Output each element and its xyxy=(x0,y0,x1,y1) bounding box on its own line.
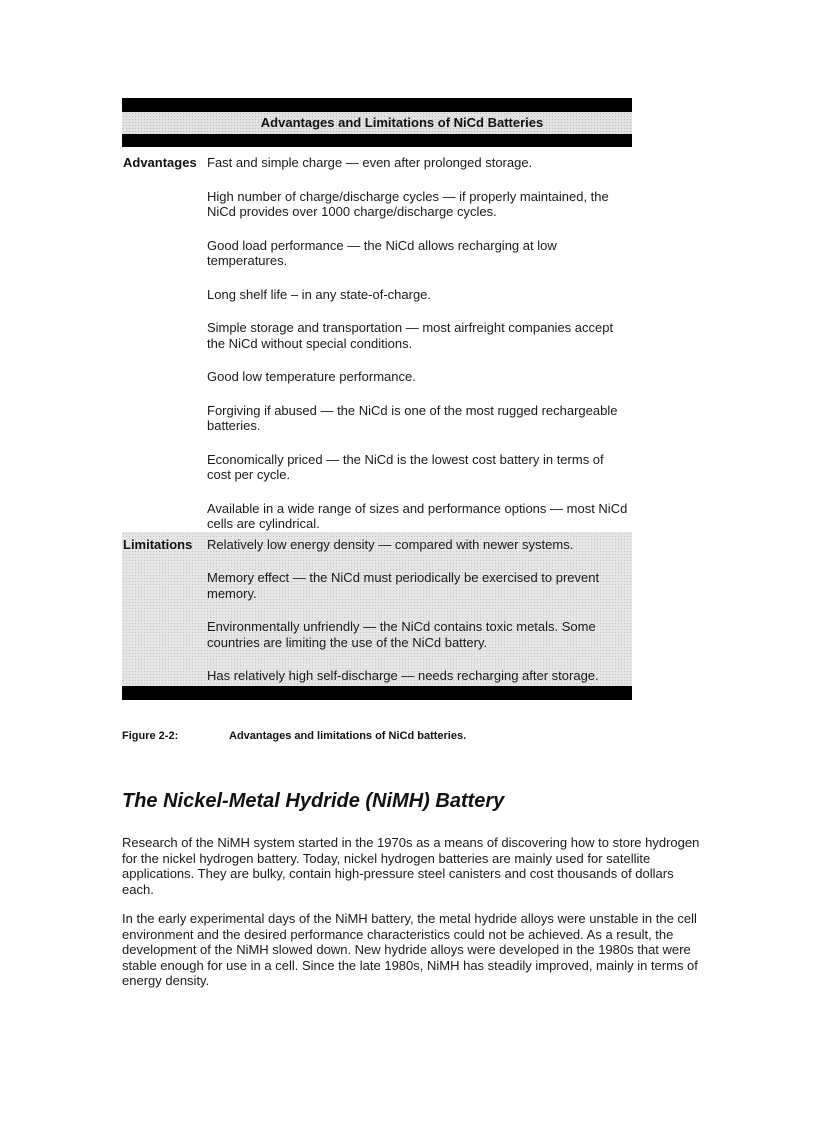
paragraph: In the early experimental days of the NiMH battery, the metal hydride alloys were unstable in the cell environment and the desired performance characteristics could not be achieved. As a result, the development of the NiMH slowed down. New hydride alloys were developed in the 1980s that were stable enough for use in a cell. Since the late 1980s, NiMH has steadily improved, mainly in terms of energy density. xyxy=(122,911,698,989)
limitation-item: Relatively low energy density — compared with newer systems. xyxy=(207,536,574,552)
figure-number: Figure 2-2: xyxy=(122,730,179,742)
table-row xyxy=(122,287,632,303)
limitation-item: Memory effect — the NiCd must periodically be exercised to prevent memory. xyxy=(207,570,600,601)
table-row xyxy=(122,537,632,553)
limitations-section xyxy=(122,532,632,686)
advantage-item: Available in a wide range of sizes and performance options — most NiCd cells are cylindrical. xyxy=(207,500,628,531)
figure-caption-text: Advantages and limitations of NiCd batteries. xyxy=(229,730,467,742)
limitation-item: Has relatively high self-discharge — needs recharging after storage. xyxy=(207,668,599,683)
advantage-item: Simple storage and transportation — most airfreight companies accept the NiCd without special conditions. xyxy=(207,320,614,351)
limitation-item: Environmentally unfriendly — the NiCd contains toxic metals. Some countries are limiting the use of the NiCd battery. xyxy=(207,619,596,650)
table-row xyxy=(122,501,632,532)
table-row xyxy=(122,189,632,220)
advantages-label: Advantages xyxy=(123,155,197,170)
advantage-item: Long shelf life – in any state-of-charge. xyxy=(207,286,432,302)
table-title: Advantages and Limitations of NiCd Batteries xyxy=(122,112,632,134)
advantage-item: Economically priced — the NiCd is the lowest cost battery in terms of cost per cycle. xyxy=(207,451,604,482)
table-row xyxy=(122,403,632,434)
table-top-bar xyxy=(122,98,632,112)
section-heading: The Nickel-Metal Hydride (NiMH) Battery xyxy=(122,790,505,812)
paragraph: Research of the NiMH system started in the 1970s as a means of discovering how to store hydrogen for the nickel hydrogen battery. Today, nickel hydrogen batteries are mainly used for satellite applications. They are bulky, contain high-pressure steel canisters and cost thousands of dollars each. xyxy=(122,835,700,897)
table-bottom-bar xyxy=(122,686,632,700)
advantage-item: High number of charge/discharge cycles — if properly maintained, the NiCd provides over 1000 charge/discharge cycles. xyxy=(207,188,609,219)
advantage-item: Good load performance — the NiCd allows recharging at low temperatures. xyxy=(207,237,557,268)
table-header-bar xyxy=(122,134,632,147)
table-row xyxy=(122,155,632,171)
advantages-section xyxy=(122,147,632,532)
table-row xyxy=(122,668,632,684)
advantage-item: Good low temperature performance. xyxy=(207,369,416,384)
table-row xyxy=(122,452,632,483)
figure-caption xyxy=(122,730,466,742)
table-row xyxy=(122,570,632,601)
table-row xyxy=(122,619,632,650)
table-row xyxy=(122,320,632,351)
advantage-item: Fast and simple charge — even after prolonged storage. xyxy=(207,155,533,170)
nicd-table xyxy=(122,98,632,700)
table-row xyxy=(122,238,632,269)
table-row xyxy=(122,369,632,385)
limitations-label: Limitations xyxy=(123,536,193,552)
advantage-item: Forgiving if abused — the NiCd is one of the most rugged rechargeable batteries. xyxy=(207,402,618,433)
